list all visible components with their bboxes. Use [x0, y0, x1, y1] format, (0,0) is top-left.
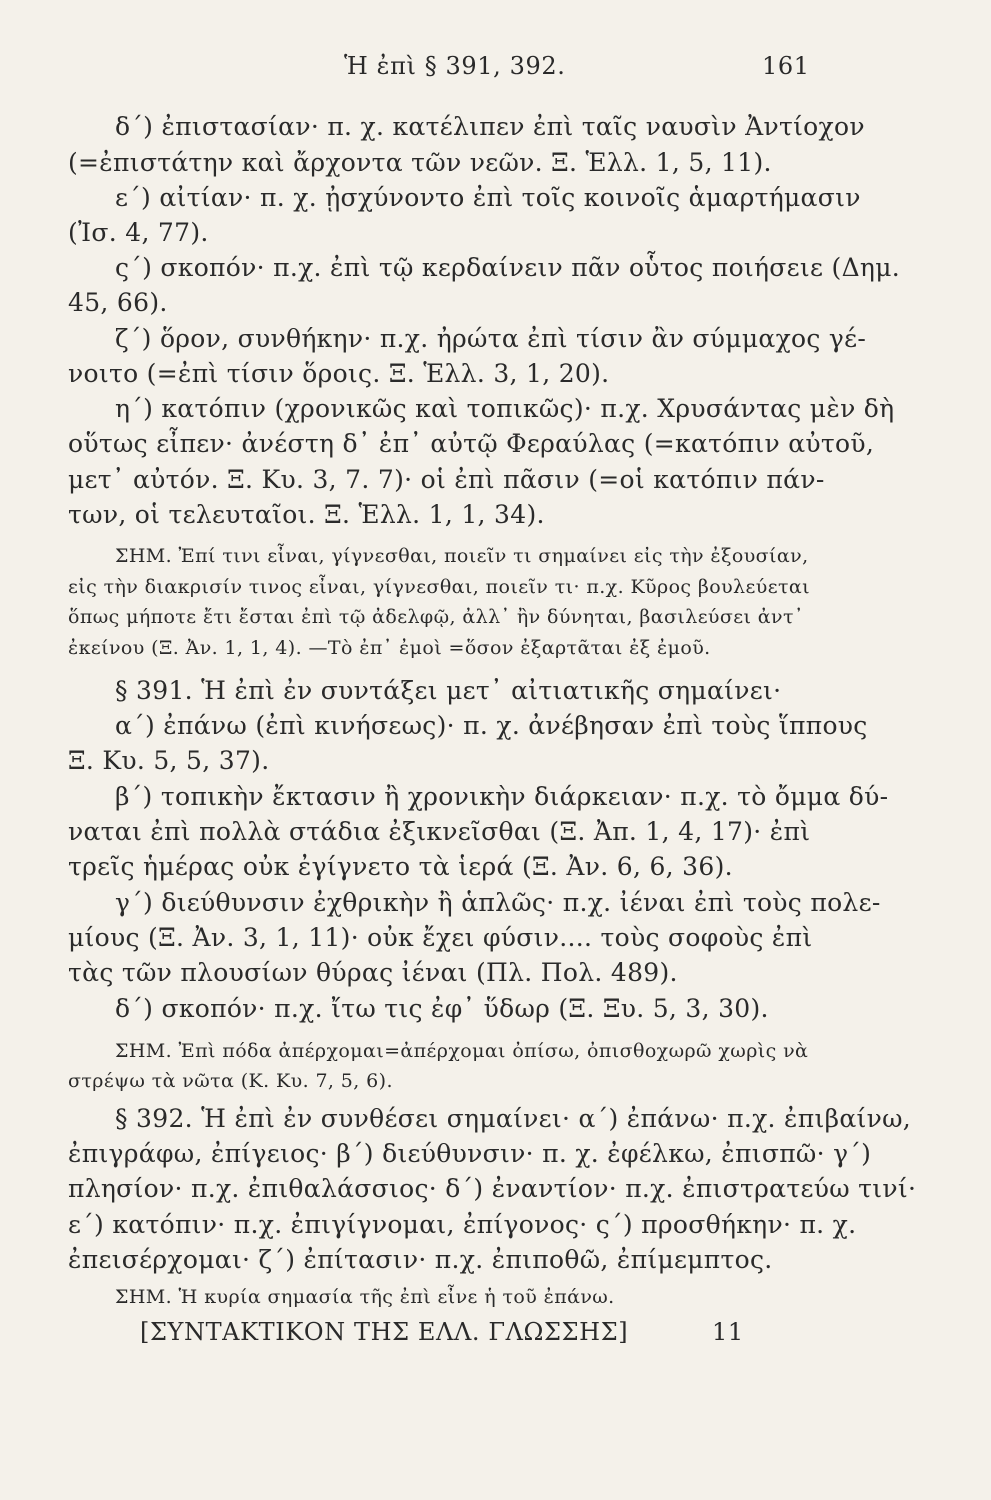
signature-number: 11: [712, 1318, 744, 1346]
signature-text: [ΣΥΝΤΑΚΤΙΚΟΝ ΤΗΣ ΕΛΛ. ΓΛΩΣΣΗΣ]: [140, 1318, 629, 1346]
book-page: Ἡ ἐπὶ § 391, 392. 161 δ΄) ἐπιστασίαν· π. χ. κατέλιπεν ἐπὶ ταῖς ναυσὶν Ἀντίοχον (=ἐπιστάτην καὶ ἄρχοντα τῶν νεῶν. Ξ. Ἑλλ. 1, 5, 11). ε΄) αἰτίαν· π. χ. ᾐσχύνοντο ἐπὶ τοῖς κοινοῖς ἁμαρτήμασιν (Ἰσ. 4, 77). ς΄) σκοπόν· π.χ. ἐπὶ τῷ κερδαίνειν πᾶν οὗτος ποιήσειε (Δημ. 45, 66). ζ΄) ὅρον, συνθήκην· π.χ. ἠρώτα ἐπὶ τίσιν ἂν σύμμαχος γέ- νοιτο (=ἐπὶ τίσιν ὅροις. Ξ. Ἑλλ. 3, 1, 20). η΄) κατόπιν (χρονικῶς καὶ τοπικῶς)· π.χ. Χρυσάντας μὲν δὴ οὕτως εἶπεν· ἀνέστη δ᾽ ἐπ᾽ αὐτῷ Φεραύλας (=κατόπιν αὐτοῦ, μετ᾽ αὐτόν. Ξ. Κυ. 3, 7. 7)· οἱ ἐπὶ πᾶσιν (=οἱ κατόπιν πάν- των, οἱ τελευταῖοι. Ξ. Ἑλλ. 1, 1, 34). ΣΗΜ. Ἐπί τινι εἶναι, γίγνεσθαι, ποιεῖν τι σημαίνει εἰς τὴν ἐξουσίαν, εἰς τὴν διακρισίν τινος εἶναι, γίγνεσθαι, ποιεῖν τι· π.χ. Κῦρος βουλεύεται ὅπως μήποτε ἔτι ἔσται ἐπὶ τῷ ἀδελφῷ, ἀλλ᾽ ἢν δύνηται, βασιλεύσει ἀντ᾽ ἐκείνου (Ξ. Ἀν. 1, 1, 4). —Τὸ ἐπ᾽ ἐμοὶ =ὅσον ἐξαρτᾶται ἐξ ἐμοῦ. § 391. Ἡ ἐπὶ ἐν συντάξει μετ᾽ αἰτιατικῆς σημαίνει· α΄) ἐπάνω (ἐπὶ κινήσεως)· π. χ. ἀνέβησαν ἐπὶ τοὺς ἵππους Ξ. Κυ. 5, 5, 37). β΄) τοπικὴν ἔκτασιν ἢ χρονικὴν διάρκειαν· π.χ. τὸ ὄμμα δύ- ναται ἐπὶ πολλὰ στάδια ἐξικνεῖσθαι (Ξ. Ἀπ. 1, 4, 17)· ἐπὶ τρεῖς ἡμέρας οὐκ ἐγίγνετο τὰ ἱερά (Ξ. Ἀν. 6, 6, 36). γ΄) διεύθυνσιν ἐχθρικὴν ἢ ἁπλῶς· π.χ. ἰέναι ἐπὶ τοὺς πολε- μίους (Ξ. Ἀν. 3, 1, 11)· οὐκ ἔχει φύσιν.... τοὺς σοφοὺς ἐπὶ τὰς τῶν πλουσίων θύρας ἰέναι (Πλ. Πολ. 489). δ΄) σκοπόν· π.χ. ἴτω τις ἐφ᾽ ὕδωρ (Ξ. Ξυ. 5, 3, 30). ΣΗΜ. Ἐπὶ πόδα ἀπέρχομαι=ἀπέρχομαι ὀπίσω, ὀπισθοχωρῶ χωρὶς νὰ στρέψω τὰ νῶτα (Κ. Κυ. 7, 5, 6). § 392. Ἡ ἐπὶ ἐν συνθέσει σημαίνει· α΄) ἐπάνω· π.χ. ἐπιβαίνω, ἐπιγράφω, ἐπίγειος· β΄) διεύθυνσιν· π. χ. ἐφέλκω, ἐπισπῶ· γ΄) πλησίον· π.χ. ἐπιθαλάσσιος· δ΄) ἐναντίον· π.χ. ἐπιστρατεύω τινί· ε΄) κατόπιν· π.χ. ἐπιγίγνομαι, ἐπίγονος· ς΄) προσθήκην· π. χ. ἐπεισέρχομαι· ζ΄) ἐπίτασιν· π.χ. ἐπιποθῶ, ἐπίμεμπτος. ΣΗΜ. Ἡ κυρία σημασία τῆς ἐπὶ εἶνε ἡ τοῦ ἐπάνω. [ΣΥΝΤΑΚΤΙΚΟΝ ΤΗΣ ΕΛΛ. ΓΛΩΣΣΗΣ] 11: [0, 0, 991, 1500]
running-title: Ἡ ἐπὶ § 391, 392.: [344, 52, 566, 80]
page-number: 161: [762, 52, 810, 80]
